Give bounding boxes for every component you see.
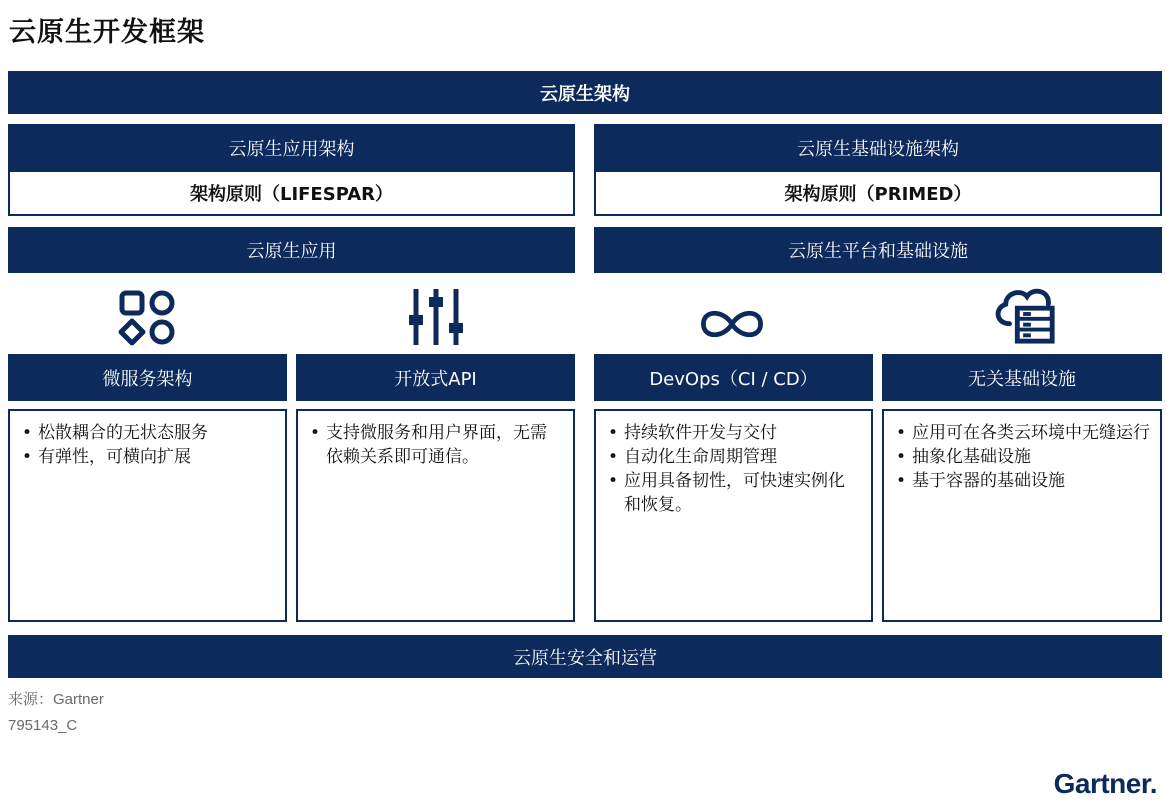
column-header-devops <box>594 354 873 401</box>
column-header-label: 微服务架构 <box>102 368 193 390</box>
bullet-item: • 基于容器的基础设施 <box>896 469 1150 493</box>
column-header-label: 开放式API <box>394 368 477 390</box>
page-title: 云原生开发框架 <box>9 17 205 48</box>
app-section-banner <box>8 227 575 273</box>
column-header-label: DevOps（CI / CD） <box>649 368 818 390</box>
source-note: 来源：Gartner <box>8 691 104 708</box>
bullet-item: • 有弹性，可横向扩展 <box>22 445 275 469</box>
column-content-microservices <box>8 409 287 622</box>
bullet-item: • 应用可在各类云环境中无缝运行 <box>896 421 1150 445</box>
sliders-icon <box>396 285 476 347</box>
security-label: 云原生安全和运营 <box>513 647 657 669</box>
document-id: 795143_C <box>8 717 78 734</box>
bullet-item: • 持续软件开发与交付 <box>608 421 861 445</box>
gartner-logo: Gartner. <box>1053 768 1157 799</box>
app-architecture-principle: 架构原则（LIFESPAR） <box>189 184 394 205</box>
infra-architecture-principle: 架构原则（PRIMED） <box>784 184 972 205</box>
infra-architecture-principle-box <box>594 170 1162 216</box>
column-header-agnostic-infra <box>882 354 1162 401</box>
bullet-item: • 应用具备韧性，可快速实例化和恢复。 <box>608 469 861 517</box>
architecture-banner <box>8 71 1162 114</box>
column-header-open-api <box>296 354 575 401</box>
bullet-item: • 自动化生命周期管理 <box>608 445 861 469</box>
platform-section-label: 云原生平台和基础设施 <box>788 241 968 262</box>
app-section-label: 云原生应用 <box>246 241 337 262</box>
infinity-icon <box>692 293 772 355</box>
bullet-item: • 抽象化基础设施 <box>896 445 1150 469</box>
app-architecture-label: 云原生应用架构 <box>228 138 355 160</box>
app-architecture-header <box>8 124 575 171</box>
infra-architecture-header <box>594 124 1162 171</box>
column-content-agnostic-infra <box>882 409 1162 622</box>
column-content-open-api <box>296 409 575 622</box>
cloud-server-icon <box>987 283 1067 345</box>
infra-architecture-label: 云原生基础设施架构 <box>797 138 959 160</box>
platform-section-banner <box>594 227 1162 273</box>
microservices-icon <box>107 287 187 349</box>
column-header-label: 无关基础设施 <box>968 368 1076 390</box>
bullet-item: • 松散耦合的无状态服务 <box>22 421 275 445</box>
column-content-devops <box>594 409 873 622</box>
app-architecture-principle-box <box>8 170 575 216</box>
architecture-label: 云原生架构 <box>540 83 630 105</box>
bullet-item: • 支持微服务和用户界面，无需依赖关系即可通信。 <box>310 421 563 469</box>
security-banner <box>8 635 1162 678</box>
column-header-microservices <box>8 354 287 401</box>
